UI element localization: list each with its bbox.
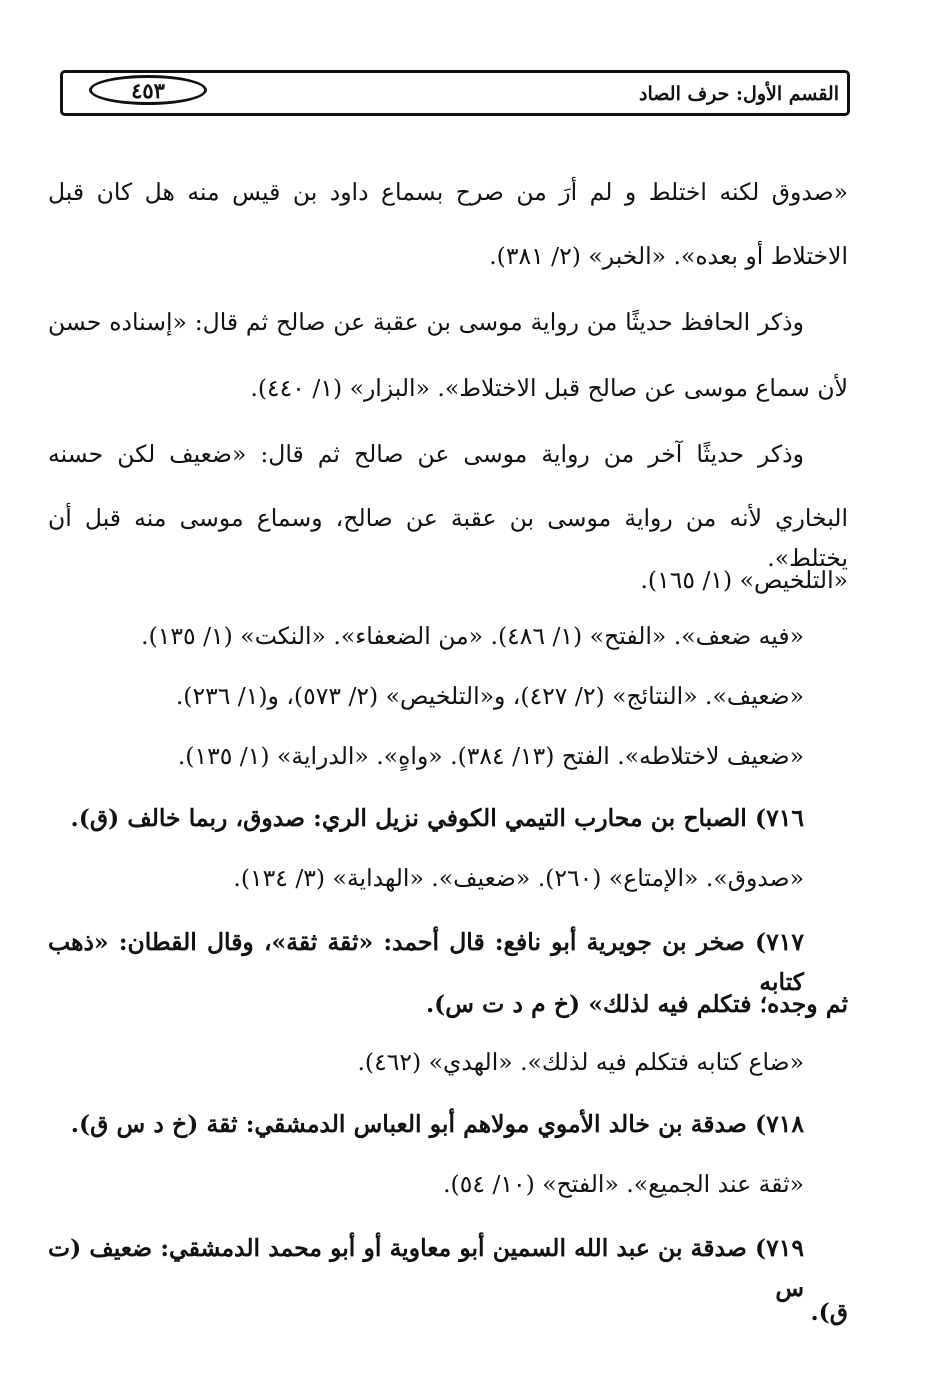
text-line: الاختلاط أو بعده». «الخبر» (٢/ ٣٨١). bbox=[489, 242, 848, 270]
text-line: «ضعيف». «النتائج» (٢/ ٤٢٧)، و«التلخيص» (٢/ ٥٧٣)، و(١/ ٢٣٦). bbox=[175, 682, 804, 710]
page-number: ٤٥٣ bbox=[89, 75, 207, 105]
text-line: وذكر حديثًا آخر من رواية موسى عن صالح ثم قال: «ضعيف لكن حسنه bbox=[48, 440, 804, 468]
text-line: «ثقة عند الجميع». «الفتح» (١٠/ ٥٤). bbox=[443, 1170, 804, 1198]
text-line: وذكر الحافظ حديثًا من رواية موسى بن عقبة عن صالح ثم قال: «إسناده حسن bbox=[48, 308, 804, 336]
text-line: «صدوق». «الإمتاع» (٢٦٠). «ضعيف». «الهداية» (٣/ ١٣٤). bbox=[233, 864, 804, 892]
entry-716-heading: ٧١٦) الصباح بن محارب التيمي الكوفي نزيل الري: صدوق، ربما خالف (ق). bbox=[70, 804, 804, 832]
entry-717-heading: ٧١٧) صخر بن جويرية أبو نافع: قال أحمد: «ثقة ثقة»، وقال القطان: «ذهب كتابه bbox=[48, 928, 804, 996]
text-line: «صدوق لكنه اختلط و لم أرَ من صرح بسماع داود بن قيس منه هل كان قبل bbox=[48, 178, 848, 206]
text-line: «ضاع كتابه فتكلم فيه لذلك». «الهدي» (٤٦٢). bbox=[357, 1048, 804, 1076]
entry-719-heading: ٧١٩) صدقة بن عبد الله السمين أبو معاوية أو أبو محمد الدمشقي: ضعيف (ت س bbox=[48, 1234, 804, 1302]
text-line: «التلخيص» (١/ ١٦٥). bbox=[640, 566, 848, 594]
text-line: ق). bbox=[810, 1298, 848, 1326]
running-title: القسم الأول: حرف الصاد bbox=[639, 83, 839, 105]
text-line: «فيه ضعف». «الفتح» (١/ ٤٨٦). «من الضعفاء». «النكت» (١/ ١٣٥). bbox=[141, 622, 804, 650]
text-line: ثم وجده؛ فتكلم فيه لذلك» (خ م د ت س). bbox=[425, 990, 848, 1018]
text-line: البخاري لأنه من رواية موسى بن عقبة عن صالح، وسماع موسى منه قبل أن يختلط». bbox=[48, 504, 848, 572]
page-header bbox=[60, 70, 850, 116]
text-line: لأن سماع موسى عن صالح قبل الاختلاط». «البزار» (١/ ٤٤٠). bbox=[250, 374, 848, 402]
text-line: «ضعيف لاختلاطه». الفتح (١٣/ ٣٨٤). «واهٍ». «الدراية» (١/ ١٣٥). bbox=[177, 742, 804, 770]
entry-718-heading: ٧١٨) صدقة بن خالد الأموي مولاهم أبو العباس الدمشقي: ثقة (خ د س ق). bbox=[70, 1110, 804, 1138]
